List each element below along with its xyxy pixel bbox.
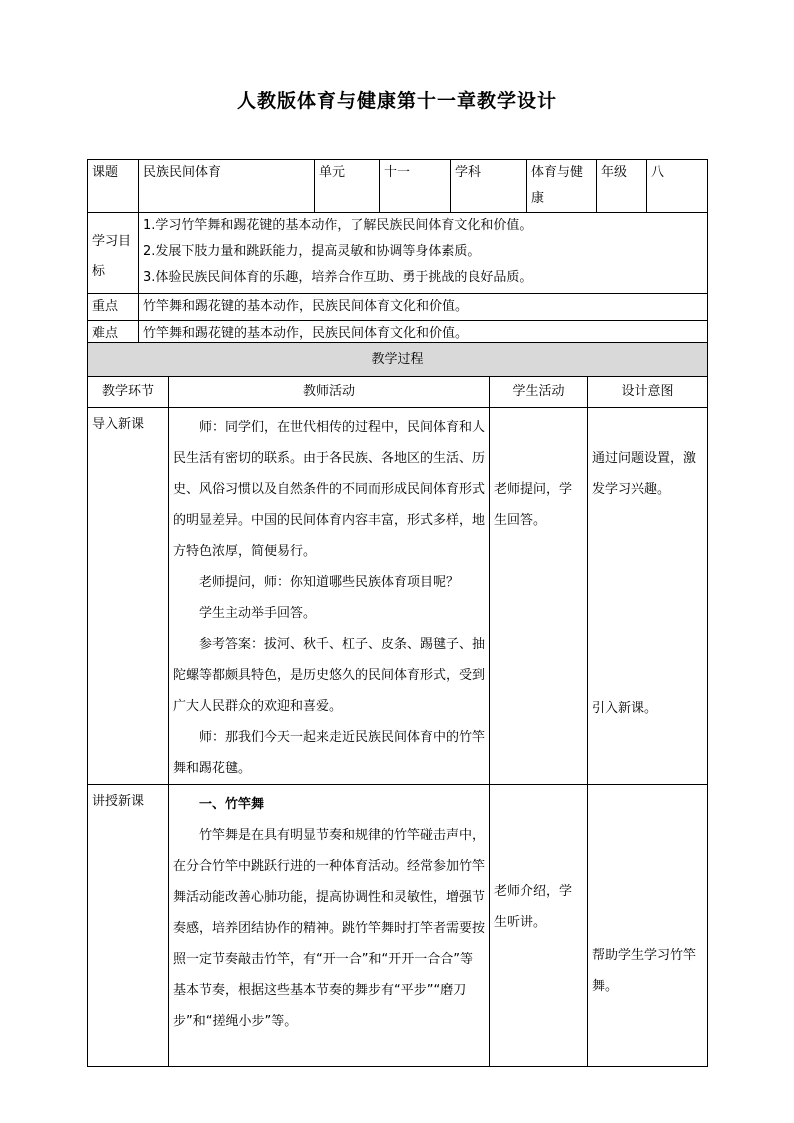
intro-stage-label: 导入新课 [92, 417, 145, 432]
section-title: 教学过程 [88, 343, 708, 377]
header-row [88, 377, 708, 408]
teacher-paragraph: 师：同学们，在世代相传的过程中，民间体育和人民生活有密切的联系。由于各民族、各地区的生活、历史、风俗习惯以及自然条件的不同而形成民间体育形式的明显差异。中国的民间体育内容丰富，形式多样，地方特色浓厚，简便易行。 [173, 420, 486, 559]
goals-row [88, 213, 708, 294]
lecture-teacher [169, 785, 490, 1067]
goal-item: 1.学习竹竿舞和踢花键的基本动作，了解民族民间体育文化和价值。 [143, 218, 533, 233]
intro-student [490, 408, 588, 785]
lecture-row [88, 785, 708, 1067]
lecture-student [490, 785, 588, 1067]
lecture-intent [588, 785, 708, 1067]
header-teacher: 教师活动 [169, 377, 490, 408]
grade-label: 年级 [597, 160, 647, 213]
lecture-stage-label: 讲授新课 [92, 794, 145, 809]
teacher-paragraph: 师：那我们今天一起来走近民族民间体育中的竹竿舞和踢花毽。 [173, 730, 486, 776]
goal-item: 2.发展下肢力量和跳跃能力，提高灵敏和协调等身体素质。 [143, 244, 481, 259]
lecture-heading: 一、竹竿舞 [199, 797, 265, 812]
header-intent: 设计意图 [588, 377, 708, 408]
key-label: 重点 [88, 294, 139, 321]
topic-label: 课题 [88, 160, 139, 213]
lesson-info-table [87, 159, 708, 348]
subject-label: 学科 [451, 160, 527, 213]
teacher-paragraph: 竹竿舞是在具有明显节奏和规律的竹竿碰击声中，在分合竹竿中跳跃行进的一种体育活动。经常参加竹竿舞活动能改善心肺功能，提高协调性和灵敏性，增强节奏感，培养团结协作的精神。跳竹竿舞时打竿者需要按照一定节奏敲击竹竿，有“开一合”和“开开一合合”等基本节奏，根据这些基本节奏的舞步有“平步”“磨刀步”和“搓绳小步”等。 [173, 828, 486, 1029]
goal-item: 3.体验民族民间体育的乐趣，培养合作互助、勇于挑战的良好品质。 [143, 270, 533, 285]
student-activity: 老师提问，学生回答。 [494, 482, 573, 528]
intro-intent [588, 408, 708, 785]
lecture-stage [88, 785, 169, 1067]
document-title: 人教版体育与健康第十一章教学设计 [236, 90, 557, 112]
student-activity: 老师介绍，学生听讲。 [494, 884, 573, 930]
intent-text: 通过问题设置，激发学习兴趣。 [592, 451, 697, 497]
intro-row [88, 408, 708, 785]
header-stage: 教学环节 [88, 377, 169, 408]
intent-text: 帮助学生学习竹竿舞。 [592, 948, 697, 994]
goals-label: 学习目标 [88, 213, 139, 294]
grade-value: 八 [647, 160, 708, 213]
intro-teacher [169, 408, 490, 785]
subject-value: 体育与健康 [527, 160, 597, 213]
teacher-paragraph: 老师提问，师：你知道哪些民族体育项目呢？ [199, 575, 460, 590]
topic-value: 民族民间体育 [139, 160, 315, 213]
goals-cell [139, 213, 708, 294]
difficulty-value: 竹竿舞和踢花键的基本动作，民族民间体育文化和价值。 [139, 321, 708, 348]
teacher-paragraph: 参考答案：拔河、秋千、杠子、皮条、踢毽子、抽陀螺等都颇具特色，是历史悠久的民间体育形式，受到广大人民群众的欢迎和喜爱。 [173, 637, 486, 714]
header-student: 学生活动 [490, 377, 588, 408]
section-title-row [88, 343, 708, 377]
teaching-process-table [87, 342, 708, 1067]
info-row [88, 160, 708, 213]
difficulty-label: 难点 [88, 321, 139, 348]
intro-stage [88, 408, 169, 785]
unit-value: 十一 [380, 160, 451, 213]
key-value: 竹竿舞和踢花键的基本动作，民族民间体育文化和价值。 [139, 294, 708, 321]
key-row [88, 294, 708, 321]
intent-text: 引入新课。 [592, 701, 658, 716]
unit-label: 单元 [315, 160, 380, 213]
teacher-paragraph: 学生主动举手回答。 [199, 606, 317, 621]
